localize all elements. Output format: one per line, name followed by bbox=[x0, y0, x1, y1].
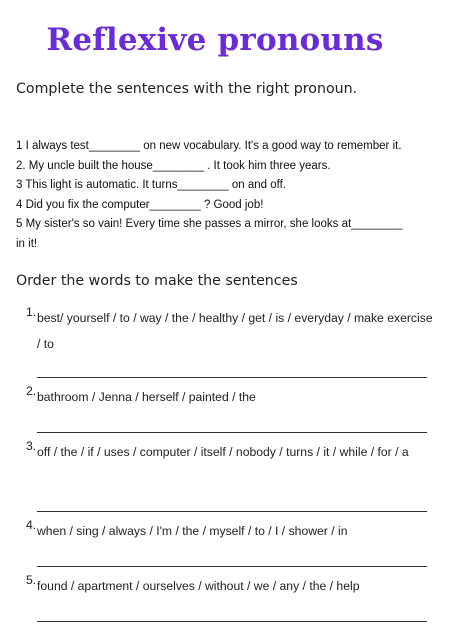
word-order-exercise bbox=[26, 305, 436, 622]
item-words: found / apartment / ourselves / without / we / any / the / help bbox=[37, 579, 360, 593]
answer-line bbox=[37, 377, 427, 378]
item-words: when / sing / always / I'm / the / myself / to / I / shower / in bbox=[37, 524, 348, 538]
section1-instruction: Complete the sentences with the right pronoun. bbox=[16, 81, 358, 97]
answer-line bbox=[37, 432, 427, 433]
item-number: 3. bbox=[26, 439, 37, 453]
answer-line bbox=[37, 621, 427, 622]
item-words: best/ yourself / to / way / the / healthy / get / is / everyday / make exercise / to bbox=[37, 311, 433, 351]
item-number: 5. bbox=[26, 573, 37, 587]
item-number: 2. bbox=[26, 384, 37, 398]
exercise-line: 3 This light is automatic. It turns________ on and off. bbox=[16, 179, 286, 191]
worksheet-title: Reflexive pronouns bbox=[46, 22, 384, 58]
item-number: 4. bbox=[26, 518, 37, 532]
exercise-line: 1 I always test________ on new vocabulary. It's a good way to remember it. bbox=[16, 140, 402, 152]
word-order-item bbox=[26, 305, 436, 357]
word-order-item bbox=[26, 573, 436, 599]
item-words: off / the / if / uses / computer / itself / nobody / turns / it / while / for / a bbox=[37, 445, 409, 459]
item-number: 1. bbox=[26, 305, 37, 319]
exercise-line: in it! bbox=[16, 237, 38, 250]
item-words: bathroom / Jenna / herself / painted / the bbox=[37, 390, 256, 404]
answer-line bbox=[37, 566, 427, 567]
fill-in-exercise bbox=[16, 137, 441, 254]
section2-instruction: Order the words to make the sentences bbox=[16, 273, 298, 289]
exercise-line: 5 My sister's so vain! Every time she passes a mirror, she looks at________ bbox=[16, 218, 403, 230]
word-order-item bbox=[26, 439, 436, 491]
answer-line bbox=[37, 511, 427, 512]
exercise-line: 4 Did you fix the computer________ ? Good job! bbox=[16, 198, 264, 211]
word-order-item bbox=[26, 384, 436, 410]
word-order-item bbox=[26, 518, 436, 544]
exercise-line: 2. My uncle built the house________ . It took him three years. bbox=[16, 159, 331, 172]
